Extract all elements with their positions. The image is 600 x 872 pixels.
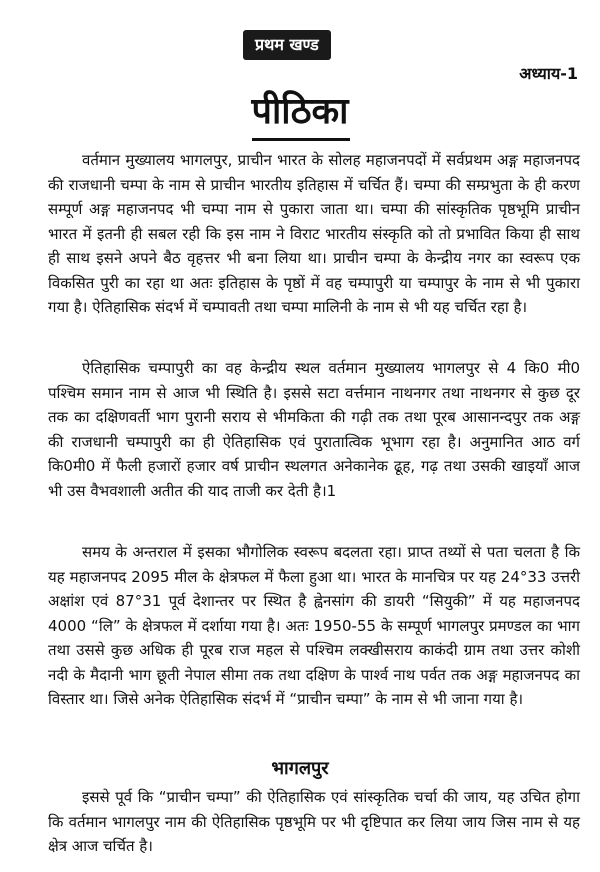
paragraph-4: इससे पूर्व कि “प्राचीन चम्पा” की ऐतिहासिक एवं सांस्कृतिक चर्चा की जाय, यह उचित होगा कि वर्तमान भागलपुर नाम की ऐतिहासिक पृष्ठभूमि पर भी दृष्टिपात कर लिया जाय जिस नाम से यह क्षेत्र आज चर्चित है। bbox=[48, 788, 580, 855]
chapter-number: अध्याय-1 bbox=[519, 64, 578, 83]
paragraph-1: वर्तमान मुख्यालय भागलपुर, प्राचीन भारत के सोलह महाजनपदों में सर्वप्रथम अङ्ग महाजनपद की राजधानी चम्पा के नाम से प्राचीन भारतीय इतिहास में चर्चित हैं। चम्पा की सम्प्रभुता के ही करण सम्पूर्ण अङ्ग महाजनपद भी चम्पा नाम से पुकारा जाता था। चम्पा की सांस्कृतिक पृष्ठभूमि प्राचीन भारत में इतनी ही सबल रही कि इस नाम ने विराट भारतीय संस्कृति को तो प्रभावित किया ही साथ ही साथ इसने अपने बैठ वृहत्तर भी बना लिया था। प्राचीन चम्पा के केन्द्रीय नगर का स्वरूप एक विकसित पुरी का रहा था अतः इतिहास के पृष्ठों में वह चम्पापुरी या चम्पापुर के नाम से भी पुकारा गया है। ऐतिहासिक संदर्भ में चम्पावती तथा चम्पा मालिनी के नाम से भी यह चर्चित रहा है। bbox=[48, 151, 580, 316]
section-label: प्रथम खण्ड bbox=[243, 30, 331, 60]
section-heading: भागलपुर bbox=[271, 758, 329, 779]
paragraph-3: समय के अन्तराल में इसका भौगोलिक स्वरूप बदलता रहा। प्राप्त तथ्यों से पता चलता है कि यह महाजनपद 2095 मील के क्षेत्रफल में फैला हुआ था। भारत के मानचित्र पर यह 24°33 उत्तरी अक्षांश एवं 87°31 पूर्व देशान्तर पर स्थित है ह्वेनसांग की डायरी “सियुकी” में यह महाजनपद 4000 “लि” के क्षेत्रफल में दर्शाया गया है। अतः 1950-55 के सम्पूर्ण भागलपुर प्रमण्डल का भाग तथा उससे कुछ अधिक ही पूरब राज महल से पश्चिम लक्खीसराय काकंदी ग्राम तथा उत्तर कोशी नदी के मैदानी भाग छूती नेपाल सीमा तक तथा दक्षिण के पार्श्व नाथ पर्वत तक अङ्ग महाजनपद का विस्तार था। जिसे अनेक ऐतिहासिक संदर्भ में “प्राचीन चम्पा” के नाम से भी जाना गया है। bbox=[48, 543, 580, 708]
title-underline bbox=[252, 138, 350, 141]
paragraph-2: ऐतिहासिक चम्पापुरी का वह केन्द्रीय स्थल वर्तमान मुख्यालय भागलपुर से 4 कि0 मी0 पश्चिम समान नाम से आज भी स्थिति है। इससे सटा वर्त्तमान नाथनगर तथा नाथनगर से कुछ दूर तक का दक्षिणवर्ती भाग पुरानी सराय से भीमकिता की गढ़ी तक तथा पूरब आसानन्दपुर तक अङ्ग की राजधानी चम्पापुरी का ही ऐतिहासिक एवं पुरातात्विक भूभाग रहा है। अनुमानित आठ वर्ग कि0मी0 में फैली हजारों हजार वर्ष प्राचीन स्थलगत अनेकानेक ढूह, गढ़ तथा उसकी खाइयाँ आज भी उस वैभवशाली अतीत की याद ताजी कर देती है।1 bbox=[48, 359, 580, 500]
page-title: पीठिका bbox=[251, 91, 349, 132]
